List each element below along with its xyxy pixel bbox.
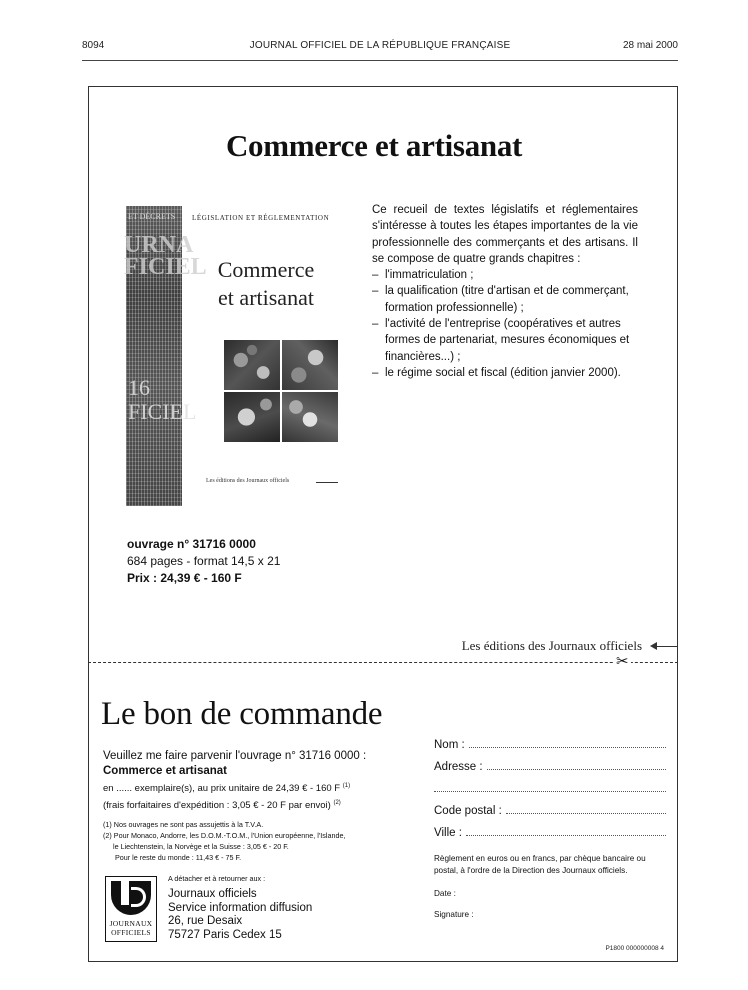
logo-text [106, 919, 156, 937]
quantity-line [103, 779, 403, 796]
footnote: (2) Pour Monaco, Andorre, les D.O.M.-T.O.M., l'Union européenne, l'Islande, [103, 831, 346, 841]
spine-bottom-text: 16 FICIEL [128, 375, 197, 424]
mailing-address [168, 888, 312, 942]
shipping-line [103, 796, 403, 813]
page-number: 8094 [82, 40, 105, 51]
address-field[interactable] [487, 768, 666, 770]
pages-format: 684 pages - format 14,5 x 21 [127, 554, 281, 568]
cut-line [88, 662, 678, 663]
book-description [372, 202, 638, 381]
header-rule [82, 60, 678, 61]
cover-photo [224, 392, 280, 442]
chapter-item: – la qualification (titre d'artisan et de commerçant, formation professionnelle) ; [372, 283, 638, 316]
publisher-line [462, 638, 678, 654]
cover-title-line-1: Commerce [217, 257, 315, 282]
book-cover-image [126, 206, 340, 506]
shipping-text: (frais forfaitaires d'expédition : 3,05 € - 20 F par envoi) [103, 800, 331, 812]
date-label: Date : [434, 889, 456, 898]
address-line: Service information diffusion [168, 901, 313, 914]
address-row-2 [434, 773, 666, 795]
spine-small-text: ET DÉCRETS [128, 212, 176, 221]
footnote-ref: (1) [342, 783, 351, 789]
reference-code: P1800 000000008 4 [605, 945, 664, 952]
cover-photo [224, 340, 280, 390]
detach-label: A détacher et à retourner aux : [168, 874, 266, 884]
journal-title: JOURNAL OFFICIEL DE LA RÉPUBLIQUE FRANÇAISE [249, 40, 511, 51]
address-row [434, 751, 666, 773]
page-header [82, 40, 678, 56]
footnotes [103, 819, 403, 863]
work-number: ouvrage n° 31716 0000 [127, 537, 256, 551]
arrow-icon [316, 482, 338, 483]
order-fields [434, 729, 666, 919]
logo-text-line-2: OFFICIELS [111, 928, 151, 937]
arrow-left-icon [650, 641, 678, 651]
publisher-name: Les éditions des Journaux officiels [461, 638, 642, 653]
cover-photo [282, 340, 338, 390]
cover-photo-grid [224, 340, 338, 442]
footnote: (1) Nos ouvrages ne sont pas assujettis à la T.V.A. [103, 820, 264, 830]
address-line: 75727 Paris Cedex 15 [168, 928, 282, 941]
postal-code-field[interactable] [506, 812, 666, 814]
city-row [434, 817, 666, 839]
logo-mark-icon [111, 881, 151, 915]
postal-code-row [434, 795, 666, 817]
issue-date: 28 mai 2000 [622, 40, 678, 51]
journaux-officiels-logo [105, 876, 157, 942]
cover-kicker: LÉGISLATION ET RÉGLEMENTATION [192, 214, 330, 222]
cover-title [192, 256, 340, 312]
chapter-item: – l'immatriculation ; [372, 267, 638, 283]
book-spine [124, 206, 207, 506]
book-info [127, 536, 280, 587]
footnote: Pour le reste du monde : 11,43 € - 75 F. [115, 853, 242, 863]
spine-large-text: URNA FICIEL [124, 232, 207, 280]
signature-label: Signature : [434, 910, 474, 919]
address-field-line-2[interactable] [434, 790, 666, 792]
cover-photo [282, 392, 338, 442]
footnote: le Liechtenstein, la Norvège et la Suisse : 3,05 € - 20 F. [113, 842, 289, 852]
cover-publisher: Les éditions des Journaux officiels [206, 478, 290, 484]
description-intro: Ce recueil de textes législatifs et réglementaires s'intéresse à toutes les étapes importantes de la vie professionnelle des commerçants et des artisans. Il se compose de quatre grands chapitres : [372, 204, 638, 265]
city-label: Ville : [434, 827, 462, 839]
name-field[interactable] [469, 746, 666, 748]
chapter-list [372, 267, 638, 381]
order-request: Veuillez me faire parvenir l'ouvrage n° 31716 0000 : [103, 750, 367, 762]
chapter-item: – le régime social et fiscal (édition janvier 2000). [372, 365, 638, 381]
logo-text-line-1: JOURNAUX [109, 919, 153, 928]
address-line: 26, rue Desaix [168, 915, 243, 927]
ad-title: Commerce et artisanat [225, 128, 523, 163]
city-field[interactable] [466, 834, 666, 836]
footnote-ref: (2) [333, 800, 341, 807]
price: Prix : 24,39 € - 160 F [127, 571, 242, 585]
cover-title-line-2: et artisanat [218, 285, 314, 310]
quantity-text: en ...... exemplaire(s), au prix unitaire de 24,39 € - 160 F [103, 783, 341, 795]
address-label: Adresse : [434, 761, 483, 773]
order-work-title: Commerce et artisanat [103, 765, 227, 777]
name-label: Nom : [434, 739, 465, 751]
name-row [434, 729, 666, 751]
postal-code-label: Code postal : [434, 805, 502, 817]
payment-note: Règlement en euros ou en francs, par chèque bancaire ou postal, à l'ordre de la Direction des Journaux officiels. [434, 854, 646, 875]
chapter-item: – l'activité de l'entreprise (coopératives et autres formes de partenariat, mesures économiques et financières...) ; [372, 316, 638, 365]
order-details [103, 749, 403, 886]
scissors-icon: ✂ [616, 652, 629, 670]
address-line: Journaux officiels [168, 888, 257, 900]
order-form-title: Le bon de commande [101, 696, 383, 732]
